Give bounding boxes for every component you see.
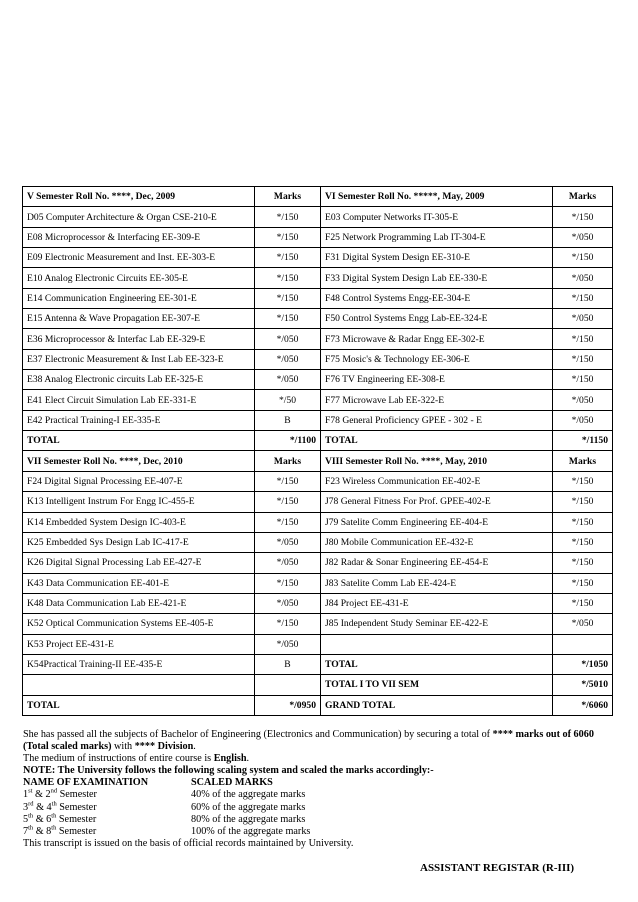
marks-cell: */050 (255, 370, 321, 390)
marks-cell: B (255, 654, 321, 674)
table-row (23, 512, 613, 532)
subject-cell: F25 Network Programming Lab IT-304-E (321, 227, 553, 247)
marks-cell: Marks (553, 187, 613, 207)
issued-statement: This transcript is issued on the basis of official records maintained by University. (23, 837, 354, 849)
subject-cell: F24 Digital Signal Processing EE-407-E (23, 471, 255, 491)
table-row (23, 207, 613, 227)
signature-title: ASSISTANT REGISTAR (R-III) (420, 862, 575, 874)
subject-cell: E08 Microprocessor & Interfacing EE-309-E (23, 227, 255, 247)
subject-cell: E38 Analog Electronic circuits Lab EE-325-E (23, 370, 255, 390)
marks-cell: Marks (255, 451, 321, 471)
marks-cell: */1100 (255, 431, 321, 451)
subject-cell: VIII Semester Roll No. ****, May, 2010 (321, 451, 553, 471)
marks-cell: */150 (553, 573, 613, 593)
marks-table (22, 186, 613, 716)
subject-cell (321, 634, 553, 654)
table-row (23, 309, 613, 329)
marks-cell: */150 (553, 471, 613, 491)
subject-cell: J79 Satelite Comm Engineering EE-404-E (321, 512, 553, 532)
marks-cell: */150 (255, 309, 321, 329)
exam-name: 1st & 2nd Semester (23, 788, 97, 801)
subject-cell: V Semester Roll No. ****, Dec, 2009 (23, 187, 255, 207)
subject-cell: K25 Embedded Sys Design Lab IC-417-E (23, 532, 255, 552)
subject-cell: E09 Electronic Measurement and Inst. EE-303-E (23, 248, 255, 268)
subject-cell: F77 Microwave Lab EE-322-E (321, 390, 553, 410)
table-row (23, 370, 613, 390)
subject-cell: K54Practical Training-II EE-435-E (23, 654, 255, 674)
subject-cell: E37 Electronic Measurement & Inst Lab EE-323-E (23, 349, 255, 369)
table-row (23, 227, 613, 247)
marks-cell: */150 (255, 512, 321, 532)
table-row (23, 410, 613, 430)
subject-cell: E15 Antenna & Wave Propagation EE-307-E (23, 309, 255, 329)
grand-total-row (23, 695, 613, 715)
scaling-note: NOTE: The University follows the following scaling system and scaled the marks accordingly:- (23, 765, 434, 777)
scaled-marks: 60% of the aggregate marks (191, 801, 306, 813)
subject-cell: GRAND TOTAL (321, 695, 553, 715)
total-row (23, 675, 613, 695)
subject-cell: TOTAL (23, 431, 255, 451)
marks-cell: */050 (553, 410, 613, 430)
table-row (23, 532, 613, 552)
subject-cell: F48 Control Systems Engg-EE-304-E (321, 288, 553, 308)
subject-cell: E36 Microprocessor & Interfac Lab EE-329-E (23, 329, 255, 349)
subject-cell: TOTAL (23, 695, 255, 715)
table-row (23, 573, 613, 593)
subject-cell: TOTAL (321, 654, 553, 674)
subject-cell: E03 Computer Networks IT-305-E (321, 207, 553, 227)
table-row (23, 288, 613, 308)
subject-cell: E41 Elect Circuit Simulation Lab EE-331-E (23, 390, 255, 410)
table-row (23, 471, 613, 491)
subject-cell: K13 Intelligent Instrum For Engg IC-455-E (23, 492, 255, 512)
marks-cell: */150 (553, 593, 613, 613)
subject-cell: J78 General Fitness For Prof. GPEE-402-E (321, 492, 553, 512)
subject-cell: K48 Data Communication Lab EE-421-E (23, 593, 255, 613)
marks-cell: */0950 (255, 695, 321, 715)
table-row (23, 329, 613, 349)
table-row (23, 268, 613, 288)
marks-cell: */050 (255, 593, 321, 613)
marks-cell: */050 (255, 329, 321, 349)
subject-cell: F23 Wireless Communication EE-402-E (321, 471, 553, 491)
marks-cell: */150 (255, 227, 321, 247)
marks-cell: */150 (255, 207, 321, 227)
table-row (23, 349, 613, 369)
subject-cell: K43 Data Communication EE-401-E (23, 573, 255, 593)
subject-cell: J84 Project EE-431-E (321, 593, 553, 613)
result-statement: She has passed all the subjects of Bachelor of Engineering (Electronics and Communication) by securing a total of **** marks out of 6060 (Total scaled marks) with **** Division. (23, 729, 594, 753)
semester-header-row (23, 187, 613, 207)
marks-cell: Marks (255, 187, 321, 207)
table-row (23, 614, 613, 634)
marks-cell: Marks (553, 451, 613, 471)
semester-header-row (23, 451, 613, 471)
subject-cell: K52 Optical Communication Systems EE-405-E (23, 614, 255, 634)
table-row (23, 248, 613, 268)
subject-cell: F78 General Proficiency GPEE - 302 - E (321, 410, 553, 430)
exam-name: 3rd & 4th Semester (23, 800, 97, 813)
marks-cell: */150 (553, 512, 613, 532)
scaling-row (23, 802, 615, 814)
marks-cell: */050 (553, 309, 613, 329)
marks-cell: */150 (255, 268, 321, 288)
marks-cell: */050 (255, 553, 321, 573)
marks-cell: */150 (553, 349, 613, 369)
subject-cell: TOTAL I TO VII SEM (321, 675, 553, 695)
marks-cell: */050 (255, 532, 321, 552)
subject-cell: F31 Digital System Design EE-310-E (321, 248, 553, 268)
transcript-notes (23, 729, 615, 850)
subject-cell: J82 Radar & Sonar Engineering EE-454-E (321, 553, 553, 573)
scaling-row (23, 826, 615, 838)
marks-cell: */150 (255, 492, 321, 512)
marks-cell: */150 (553, 553, 613, 573)
marks-cell: */150 (553, 207, 613, 227)
marks-cell: B (255, 410, 321, 430)
marks-cell: */150 (255, 573, 321, 593)
marks-cell: */050 (553, 390, 613, 410)
marks-cell: */50 (255, 390, 321, 410)
subject-cell: TOTAL (321, 431, 553, 451)
marks-cell: */150 (553, 532, 613, 552)
marks-cell: */5010 (553, 675, 613, 695)
subject-cell: D05 Computer Architecture & Organ CSE-210-E (23, 207, 255, 227)
marks-cell: */150 (255, 614, 321, 634)
scaling-row (23, 789, 615, 801)
marks-cell: */150 (553, 248, 613, 268)
table-row (23, 390, 613, 410)
table-row (23, 654, 613, 674)
marks-cell: */150 (255, 248, 321, 268)
subject-cell: K53 Project EE-431-E (23, 634, 255, 654)
table-row (23, 492, 613, 512)
scaling-row (23, 814, 615, 826)
scaled-marks: 100% of the aggregate marks (191, 825, 311, 837)
subject-cell: F50 Control Systems Engg Lab-EE-324-E (321, 309, 553, 329)
table-row (23, 634, 613, 654)
subject-cell (23, 675, 255, 695)
marks-cell: */050 (553, 227, 613, 247)
marks-cell: */6060 (553, 695, 613, 715)
marks-cell: */150 (255, 471, 321, 491)
scaling-header: NAME OF EXAMINATION SCALED MARKS (23, 777, 273, 789)
marks-cell: */050 (553, 614, 613, 634)
marks-cell: */150 (553, 329, 613, 349)
marks-cell: */1050 (553, 654, 613, 674)
marks-cell: */050 (255, 634, 321, 654)
marks-cell: */1150 (553, 431, 613, 451)
exam-name: 7th & 8th Semester (23, 824, 97, 837)
marks-cell (553, 634, 613, 654)
table-row (23, 593, 613, 613)
subject-cell: J83 Satelite Comm Lab EE-424-E (321, 573, 553, 593)
marks-cell: */050 (553, 268, 613, 288)
subject-cell: E14 Communication Engineering EE-301-E (23, 288, 255, 308)
marks-cell (255, 675, 321, 695)
scaled-marks: 40% of the aggregate marks (191, 789, 306, 801)
marks-cell: */150 (255, 288, 321, 308)
subject-cell: K14 Embedded System Design IC-403-E (23, 512, 255, 532)
total-row (23, 431, 613, 451)
exam-name: 5th & 6th Semester (23, 812, 97, 825)
subject-cell: K26 Digital Signal Processing Lab EE-427-E (23, 553, 255, 573)
marks-cell: */150 (553, 370, 613, 390)
subject-cell: E10 Analog Electronic Circuits EE-305-E (23, 268, 255, 288)
subject-cell: VII Semester Roll No. ****, Dec, 2010 (23, 451, 255, 471)
marks-cell: */050 (255, 349, 321, 369)
subject-cell: F75 Mosic's & Technology EE-306-E (321, 349, 553, 369)
subject-cell: J80 Mobile Communication EE-432-E (321, 532, 553, 552)
scaled-marks: 80% of the aggregate marks (191, 813, 306, 825)
table-row (23, 553, 613, 573)
subject-cell: F33 Digital System Design Lab EE-330-E (321, 268, 553, 288)
medium-statement: The medium of instructions of entire course is English. (23, 753, 250, 765)
marks-cell: */150 (553, 492, 613, 512)
subject-cell: F76 TV Engineering EE-308-E (321, 370, 553, 390)
subject-cell: J85 Independent Study Seminar EE-422-E (321, 614, 553, 634)
subject-cell: VI Semester Roll No. *****, May, 2009 (321, 187, 553, 207)
subject-cell: F73 Microwave & Radar Engg EE-302-E (321, 329, 553, 349)
subject-cell: E42 Practical Training-I EE-335-E (23, 410, 255, 430)
marks-cell: */150 (553, 288, 613, 308)
